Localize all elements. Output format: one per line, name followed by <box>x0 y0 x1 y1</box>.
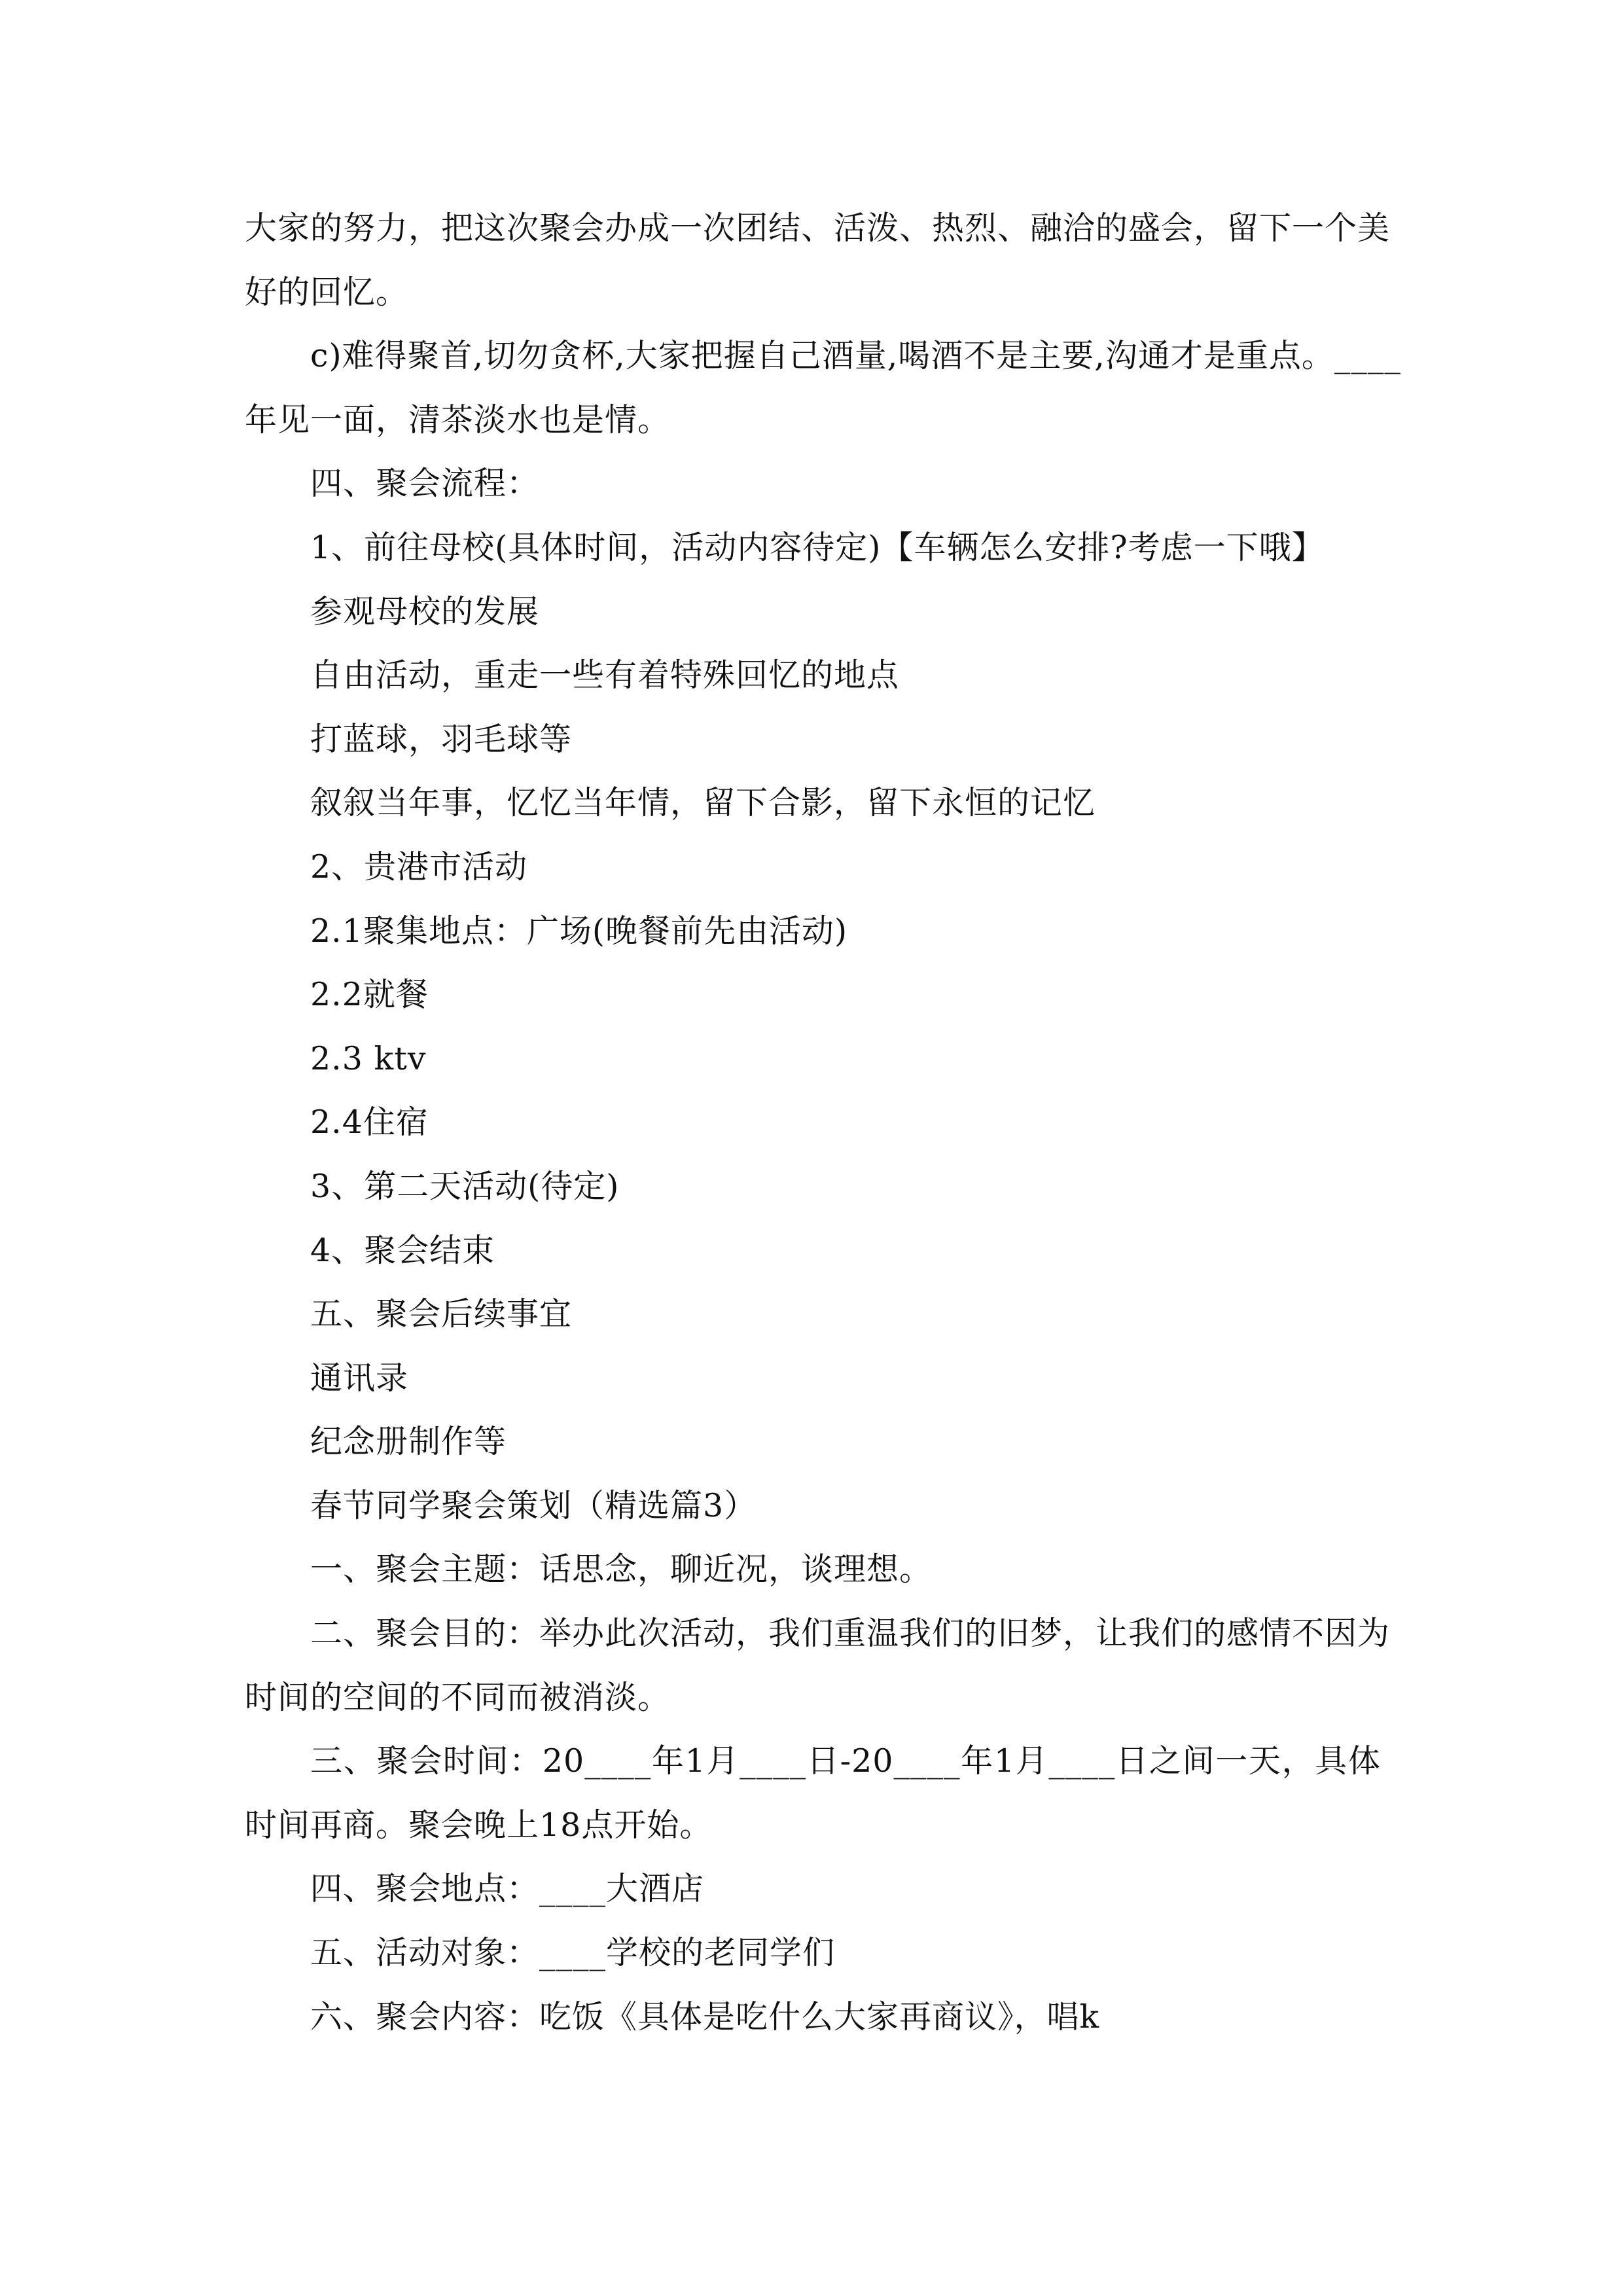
section-heading: 四、聚会流程： <box>310 465 540 503</box>
paragraph-line: 大家的努力，把这次聚会办成一次团结、活泼、热烈、融洽的盛会，留下一个美 <box>245 209 1391 247</box>
section-heading: 六、聚会内容：吃饭《具体是吃什么大家再商议》，唱k <box>310 1998 1100 2036</box>
section-heading: 五、活动对象：____学校的老同学们 <box>310 1934 836 1972</box>
document-body <box>245 196 1401 2049</box>
list-item: 2、贵港市活动 <box>310 848 528 886</box>
list-item: 2.2就餐 <box>310 976 429 1014</box>
paragraph-line: 好的回忆。 <box>245 273 409 311</box>
list-item: 3、第二天活动(待定) <box>310 1167 620 1205</box>
paragraph-line: 年见一面，清茶淡水也是情。 <box>245 401 671 439</box>
list-item: 4、聚会结束 <box>310 1231 495 1269</box>
section-heading: 四、聚会地点：____大酒店 <box>310 1870 705 1908</box>
list-item: 通讯录 <box>310 1359 409 1397</box>
list-item: 1、前往母校(具体时间，活动内容待定)【车辆怎么安排?考虑一下哦】 <box>310 528 1325 566</box>
paragraph-line: 二、聚会目的：举办此次活动，我们重温我们的旧梦，让我们的感情不因为 <box>310 1615 1391 1653</box>
list-item: 2.3 ktv <box>310 1039 427 1077</box>
paragraph-line: 三、聚会时间：20____年1月____日-20____年1月____日之间一天，具体 <box>310 1742 1381 1780</box>
article-title: 春节同学聚会策划（精选篇3） <box>310 1486 757 1524</box>
list-item: 纪念册制作等 <box>310 1423 507 1461</box>
paragraph-line: 时间的空间的不同而被消淡。 <box>245 1678 671 1716</box>
list-item: 2.1聚集地点：广场(晚餐前先由活动) <box>310 912 848 950</box>
section-heading: 五、聚会后续事宜 <box>310 1295 573 1333</box>
list-item: 打蓝球，羽毛球等 <box>310 720 573 758</box>
paragraph-line: c)难得聚首,切勿贪杯,大家把握自己酒量,喝酒不是主要,沟通才是重点。____ <box>310 337 1401 375</box>
list-item: 自由活动，重走一些有着特殊回忆的地点 <box>310 656 900 694</box>
list-item: 2.4住宿 <box>310 1103 429 1141</box>
paragraph-line: 时间再商。聚会晚上18点开始。 <box>245 1806 713 1844</box>
list-item: 叙叙当年事，忆忆当年情，留下合影，留下永恒的记忆 <box>310 784 1096 822</box>
section-heading: 一、聚会主题：话思念，聊近况，谈理想。 <box>310 1551 933 1588</box>
list-item: 参观母校的发展 <box>310 592 540 630</box>
